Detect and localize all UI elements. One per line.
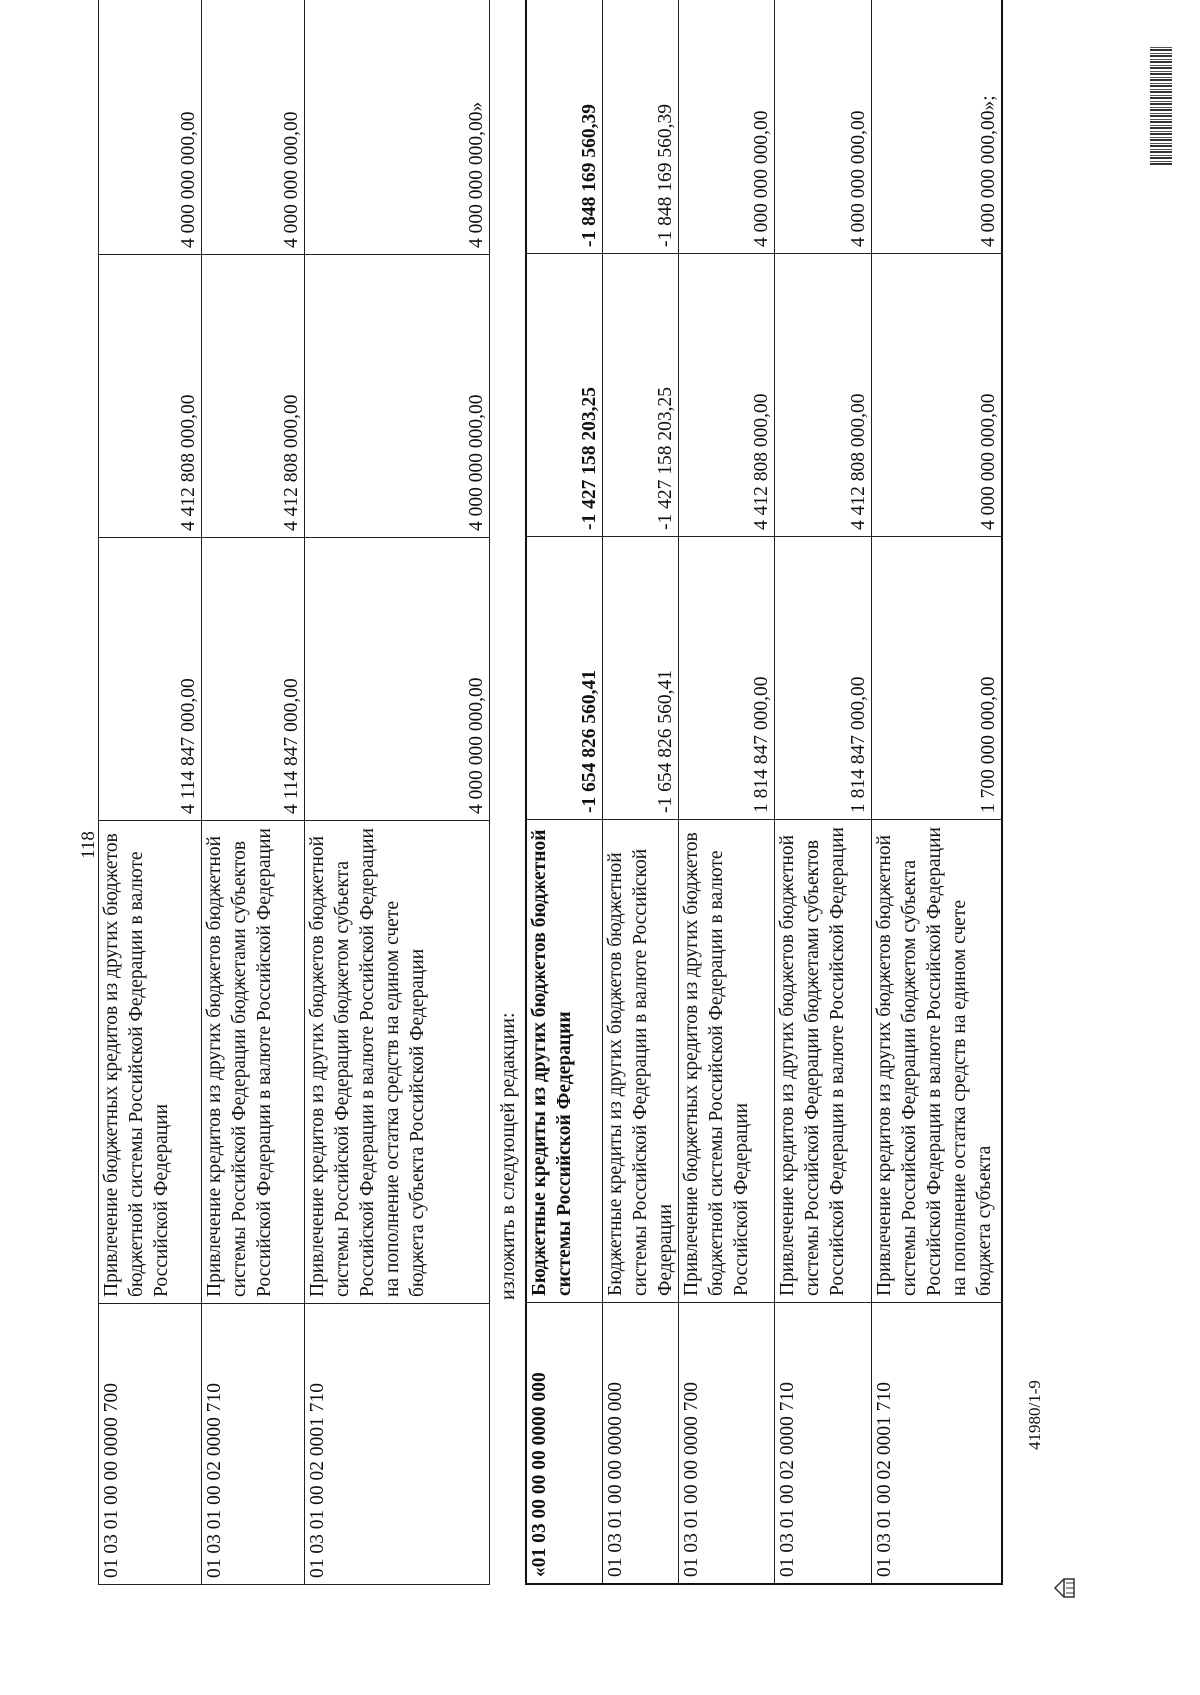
row-value-1: -1 654 826 560,41 <box>526 537 602 820</box>
row-description: Привлечение кредитов из других бюджетов бюджетной системы Российской Федерации бюджетом субъекта Российской Федерации в валюте Российской Федерации на пополнение остатка средств на едином счете бюджета субъекта <box>871 820 1002 1303</box>
row-description: Привлечение бюджетных кредитов из других бюджетов бюджетной системы Российской Федерации в валюте Российской Федерации <box>678 820 774 1303</box>
row-value-2: -1 427 158 203,25 <box>526 254 602 537</box>
row-value-2: 4 000 000 000,00 <box>305 255 490 538</box>
document-code: 41980/1-9 <box>1025 1380 1044 1450</box>
row-value-3: 4 000 000 000,00 <box>202 0 305 255</box>
row-value-2: -1 427 158 203,25 <box>602 254 678 537</box>
row-value-3: 4 000 000 000,00 <box>678 0 774 254</box>
row-value-3: -1 848 169 560,39 <box>526 0 602 254</box>
row-description: Привлечение кредитов из других бюджетов бюджетной системы Российской Федерации бюджетами субъектов Российской Федерации в валюте Российской Федерации <box>202 821 305 1304</box>
table-body <box>526 0 1002 1584</box>
page-number: 118 <box>78 831 99 859</box>
table-row <box>305 0 490 1585</box>
row-value-1: 4 114 847 000,00 <box>202 538 305 821</box>
row-description: Привлечение бюджетных кредитов из других бюджетов бюджетной системы Российской Федерации в валюте Российской Федерации <box>99 821 202 1304</box>
row-value-3: -1 848 169 560,39 <box>602 0 678 254</box>
row-value-1: 4 114 847 000,00 <box>99 538 202 821</box>
row-code: 01 03 01 00 00 0000 000 <box>602 1303 678 1585</box>
row-description: Привлечение кредитов из других бюджетов бюджетной системы Российской Федерации бюджетами субъектов Российской Федерации в валюте Российской Федерации <box>774 820 871 1303</box>
row-value-2: 4 412 808 000,00 <box>774 254 871 537</box>
row-code: 01 03 01 00 02 0001 710 <box>305 1304 490 1585</box>
row-code: «01 03 00 00 00 0000 000 <box>526 1303 602 1585</box>
table-row <box>871 0 1002 1584</box>
row-value-3: 4 000 000 000,00»; <box>871 0 1002 254</box>
barcode-icon <box>1150 45 1172 165</box>
table-body <box>99 0 490 1585</box>
budget-table-new <box>525 0 1003 1585</box>
row-description: Привлечение кредитов из других бюджетов бюджетной системы Российской Федерации бюджетом субъекта Российской Федерации в валюте Российской Федерации на пополнение остатка средств на едином счете бюджета субъекта Российской Федерации <box>305 821 490 1304</box>
table-row <box>99 0 202 1585</box>
row-code: 01 03 01 00 02 0000 710 <box>774 1303 871 1585</box>
row-code: 01 03 01 00 02 0001 710 <box>871 1303 1002 1585</box>
row-value-1: 1 814 847 000,00 <box>678 537 774 820</box>
row-value-1: 1 814 847 000,00 <box>774 537 871 820</box>
row-value-3: 4 000 000 000,00» <box>305 0 490 255</box>
row-value-2: 4 412 808 000,00 <box>99 255 202 538</box>
budget-table-old <box>98 0 490 1585</box>
row-value-2: 4 412 808 000,00 <box>678 254 774 537</box>
row-code: 01 03 01 00 00 0000 700 <box>99 1304 202 1585</box>
table-row <box>774 0 871 1584</box>
table-row <box>202 0 305 1585</box>
row-description: Бюджетные кредиты из других бюджетов бюджетной системы Российской Федерации в валюте Российской Федерации <box>602 820 678 1303</box>
table-row <box>602 0 678 1584</box>
table-row <box>678 0 774 1584</box>
row-value-2: 4 412 808 000,00 <box>202 255 305 538</box>
table-row <box>526 0 602 1584</box>
row-value-2: 4 000 000 000,00 <box>871 254 1002 537</box>
row-value-3: 4 000 000 000,00 <box>774 0 871 254</box>
row-value-1: 1 700 000 000,00 <box>871 537 1002 820</box>
row-code: 01 03 01 00 02 0000 710 <box>202 1304 305 1585</box>
row-value-1: -1 654 826 560,41 <box>602 537 678 820</box>
intro-text: изложить в следующей редакции: <box>497 1012 519 1300</box>
row-code: 01 03 01 00 00 0000 700 <box>678 1303 774 1585</box>
row-value-3: 4 000 000 000,00 <box>99 0 202 255</box>
row-description: Бюджетные кредиты из других бюджетов бюджетной системы Российской Федерации <box>526 820 602 1303</box>
emblem-icon <box>1050 1573 1080 1603</box>
row-value-1: 4 000 000 000,00 <box>305 538 490 821</box>
